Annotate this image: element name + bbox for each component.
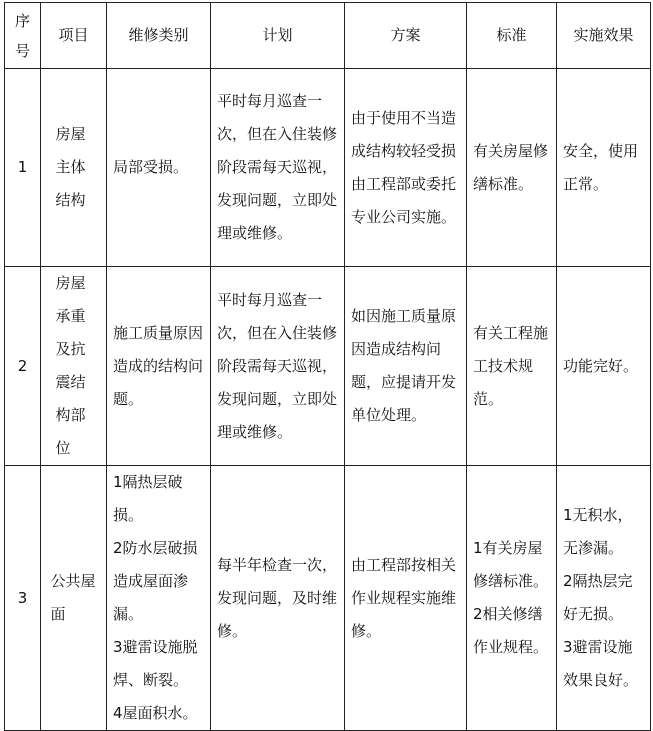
row-plan: 平时每月巡查一次，但在入住装修阶段需每天巡视，发现问题，立即处理或维修。	[211, 267, 345, 466]
standard-point: 1有关房屋修缮标准。	[473, 539, 549, 590]
category-point: 4屋面积水。	[113, 704, 198, 722]
row-category: 施工质量原因造成的结构问题。	[107, 267, 211, 466]
row-scheme: 由工程部按相关作业规程实施维修。	[345, 466, 467, 731]
row-standard	[467, 466, 557, 731]
row-category: 局部受损。	[107, 69, 211, 267]
row-seq: 3	[5, 466, 41, 731]
header-row	[5, 3, 651, 69]
row-item: 房屋承重及抗震结构部位	[41, 267, 107, 466]
row-scheme: 如因施工质量原因造成结构问题，应提请开发单位处理。	[345, 267, 467, 466]
effect-point: 2隔热层完好无损。	[563, 572, 633, 623]
row-seq: 1	[5, 69, 41, 267]
table-row	[5, 267, 651, 466]
header-category: 维修类别	[107, 3, 211, 69]
effect-point: 1无积水，无渗漏。	[563, 506, 633, 557]
row-effect	[557, 466, 651, 731]
row-scheme: 由于使用不当造成结构较轻受损由工程部或委托专业公司实施。	[345, 69, 467, 267]
category-point: 2防水层破损造成屋面渗漏。	[113, 539, 198, 623]
row-effect: 安全，使用正常。	[557, 69, 651, 267]
row-plan: 每半年检查一次，发现问题，及时维修。	[211, 466, 345, 731]
category-point: 3避雷设施脱焊、断裂。	[113, 638, 198, 689]
row-category	[107, 466, 211, 731]
table-row	[5, 466, 651, 731]
table-row	[5, 69, 651, 267]
row-standard: 有关房屋修缮标准。	[467, 69, 557, 267]
row-effect: 功能完好。	[557, 267, 651, 466]
category-point: 1隔热层破损。	[113, 473, 183, 524]
header-standard: 标准	[467, 3, 557, 69]
header-plan: 计划	[211, 3, 345, 69]
effect-point: 3避雷设施效果良好。	[563, 638, 639, 689]
row-standard: 有关工程施工技术规范。	[467, 267, 557, 466]
row-item: 公共屋面	[41, 466, 107, 731]
standard-point: 2相关修缮作业规程。	[473, 605, 549, 656]
header-seq: 序号	[5, 3, 41, 69]
row-item: 房屋主体结构	[41, 69, 107, 267]
row-seq: 2	[5, 267, 41, 466]
header-item: 项目	[41, 3, 107, 69]
maintenance-table	[4, 2, 651, 731]
header-effect: 实施效果	[557, 3, 651, 69]
header-scheme: 方案	[345, 3, 467, 69]
row-plan: 平时每月巡查一次，但在入住装修阶段需每天巡视，发现问题，立即处理或维修。	[211, 69, 345, 267]
